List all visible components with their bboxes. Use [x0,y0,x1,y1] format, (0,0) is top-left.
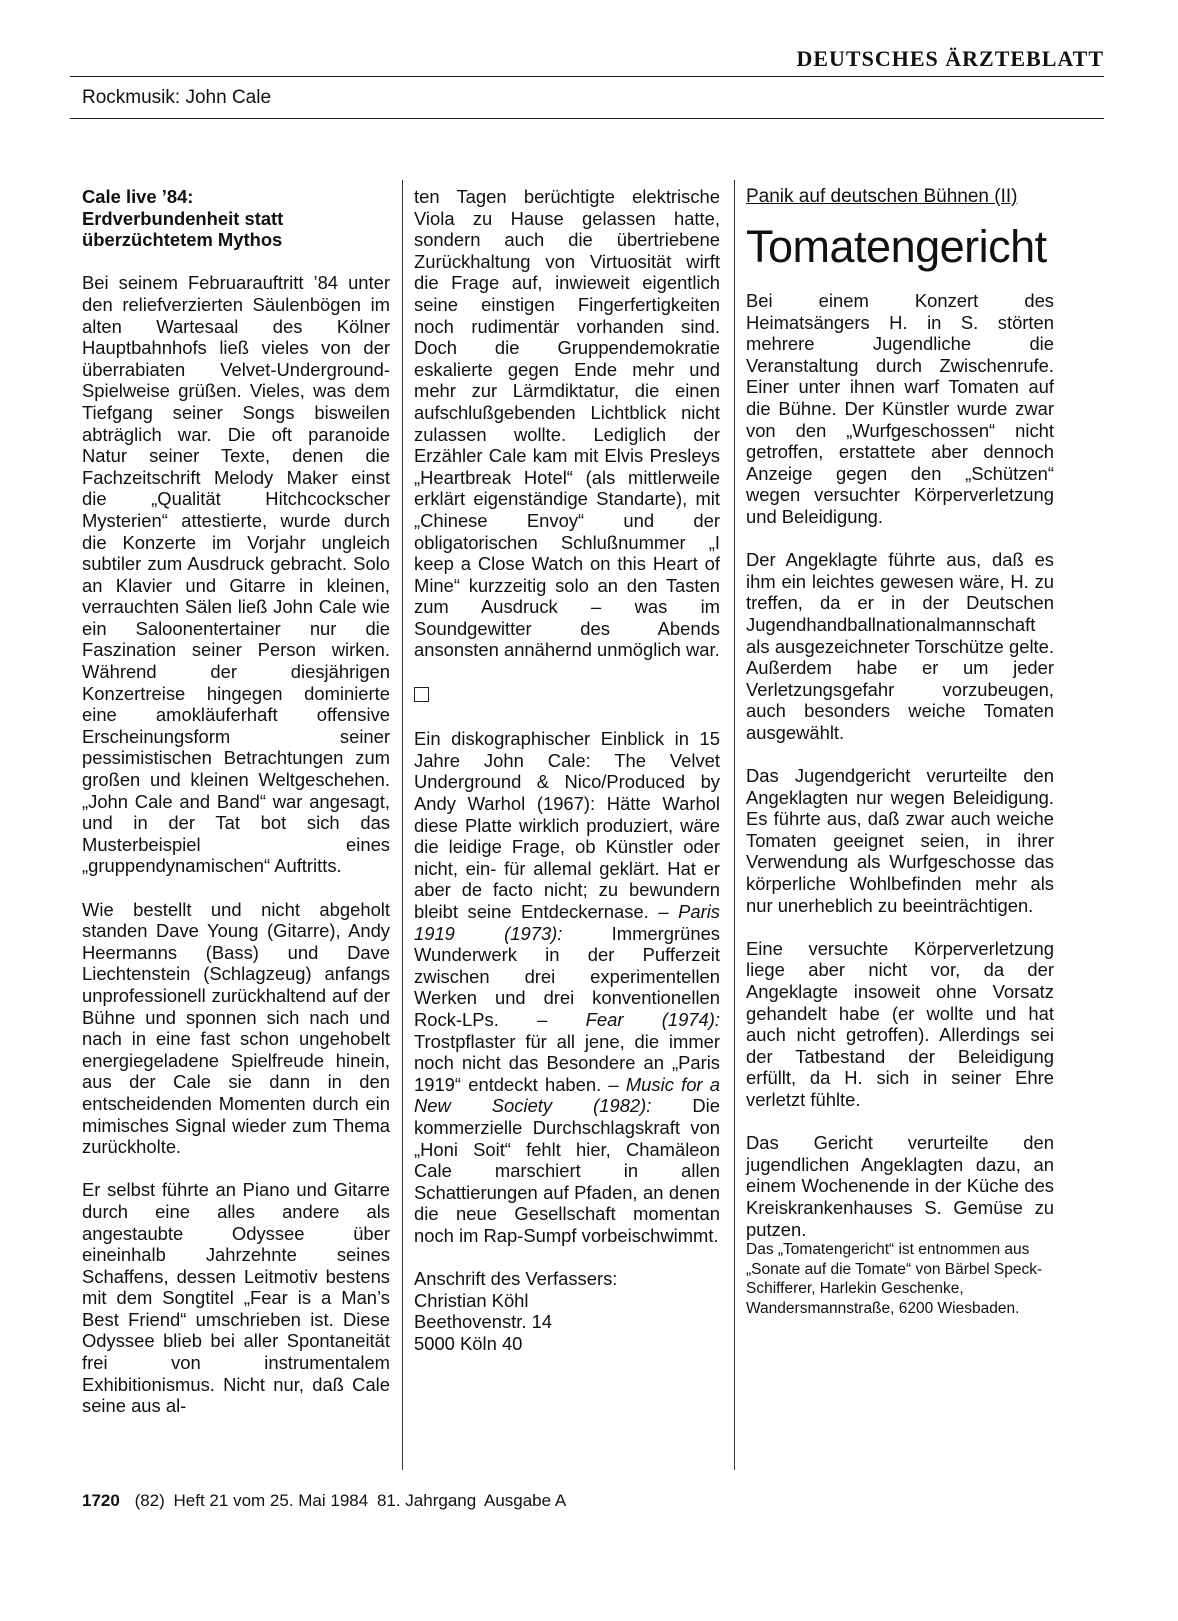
discography-text: Trostpflaster für all jene, die immer noch nicht das Besondere an „Paris 1919“ entdeckt haben. – [414,1030,720,1095]
address-city: 5000 Köln 40 [414,1332,523,1354]
page-number: 1720 [82,1491,120,1510]
section-rule [70,118,1104,119]
issue-info: Heft 21 vom 25. Mai 1984 [173,1491,369,1510]
album-title: Music for a New Society (1982): [414,1073,720,1117]
article-kicker: Panik auf deutschen Bühnen (II) [746,186,1018,207]
paragraph: Das Gericht verurteilte den jugendlichen Angeklagten dazu, an einem Wochenende in der Küche des Kreiskrankenhauses S. Gemüse zu putzen. [746,1132,1054,1240]
paragraph: Er selbst führte an Piano und Gitarre durch eine alles andere als angestaubte Odyssee über eineinhalb Jahrzehnte seines Schaffens, dessen Leitmotiv bestens mit dem Songtitel „Fear is a Man’s Best Friend“ umschrieben ist. Diese Odyssee blieb bei aller Spontaneität frei von instrumentalem Exhibitionismus. Nicht nur, daß Cale seine aus al- [82,1179,390,1417]
masthead: DEUTSCHES ÄRZTEBLATT [796,46,1104,71]
paragraph: Das Jugendgericht verurteilte den Angeklagten nur wegen Beleidigung. Es führte aus, daß zwar auch weiche Tomaten geeignet seien, in ihrer Verwendung als Wurfgeschosse das körperliche Wohlbefinden mehr als nur unerheblich zu beeinträchtigen. [746,765,1054,916]
album-title: Paris 1919 (1973): [414,901,720,944]
column-2 [414,186,720,1354]
issue-page: (82) [134,1491,165,1510]
volume-info: 81. Jahrgang [376,1491,477,1510]
author-address [414,1268,720,1354]
paragraph: Bei seinem Februarauftritt ’84 unter den reliefverzierten Säulenbögen im alten Wartesaal des Kölner Hauptbahnhofs ließ vieles von der überrabiaten Velvet-Underground-Spielweise grüßen. Vieles, was dem Tiefgang seiner Songs bisweilen abträglich war. Die oft paranoide Natur seiner Texte, denen die Fachzeitschrift Melody Maker einst die „Qualität Hitchcockscher Mysterien“ attestierte, wurde durch die Konzerte im Vorjahr ungleich subtiler zum Ausdruck gebracht. Solo an Klavier und Gitarre in kleinen, verrauchten Sälen ließ John Cale wie ein Saloonentertainer nur die Faszination seiner Person wirken. Während der diesjährigen Konzertreise hingegen dominierte eine amokläuferhaft offensive Erscheinungsform seiner pessimistischen Betrachtungen zum großen und kleinen Weltgeschehen. „John Cale and Band“ war angesagt, und in der Tat bot sich das Musterbeispiel eines „gruppendynamischen“ Auftritts. [82,272,390,877]
section-label: Rockmusik: John Cale [82,87,272,108]
author-name: Christian Köhl [414,1289,529,1311]
column-3 [746,186,1054,1318]
paragraph: Der Angeklagte führte aus, daß es ihm ein leichtes gewesen wäre, H. zu treffen, da er in der Deutschen Jugendhandballnationalmannschaft als ausgezeichneter Torschütze gelte. Außerdem habe er um jeder Verletzungsgefahr vorzubeugen, auch besonders weiche Tomaten ausgewählt. [746,549,1054,743]
article-headline: Tomatengericht [746,221,1047,272]
source-note: Das „Tomatengericht“ ist entnommen aus „Sonate auf die Tomate“ von Bärbel Speck-Schifferer, Harlekin Geschenke, Wandersmannstraße, 6200 Wiesbaden. [746,1241,1043,1317]
column-1 [82,186,390,1417]
address-label: Anschrift des Verfassers: [414,1268,618,1290]
edition-info: Ausgabe A [483,1491,567,1510]
discography-paragraph [414,728,720,1246]
paragraph: ten Tagen berüchtigte elektrische Viola zu Hause gelassen hatte, sondern auch die übertriebene Zurückhaltung von Virtuosität wirft die Frage auf, inwieweit eigentlich seine einstigen Fingerfertigkeiten noch rudimentär vorhanden sind. Doch die Gruppendemokratie eskalierte gegen Ende mehr und mehr zur Lärmdiktatur, die einen aufschlußgebenden Lichtblick nicht zulassen wollte. Lediglich der Erzähler Cale kam mit Elvis Presleys „Heartbreak Hotel“ (als mittlerweile erklärt eigenständige Standarte), mit „Chinese Envoy“ und der obligatorischen Schlußnummer „I keep a Close Watch on this Heart of Mine“ kurzzeitig solo an den Tasten zum Ausdruck – was im Soundgewitter des Abends ansonsten annähernd unmöglich war. [414,186,720,661]
address-street: Beethovenstr. 14 [414,1311,553,1333]
column-divider [402,180,403,1470]
subhead-line: Erdverbundenheit statt [82,207,284,229]
end-mark-icon [414,687,429,702]
subhead-line: überzüchtetem Mythos [82,229,283,251]
article-subhead [82,186,390,251]
album-title: Fear (1974): [585,1008,720,1030]
page-footer [82,1491,570,1511]
masthead-rule [70,76,1104,77]
discography-text: Die kommerzielle Durchschlagskraft von „Honi Soit“ fehlt hier, Chamäleon Cale marschiert in allen Schattierungen auf Pfaden, an denen die neue Gesellschaft momentan noch im Rap-Sumpf vorbeischwimmt. [414,1095,720,1246]
discography-text: Ein diskographischer Einblick in 15 Jahre John Cale: The Velvet Underground & Nico/Produced by Andy Warhol (1967): Hätte Warhol diese Platte wirklich produziert, wäre die leidige Frage, ob Künstler oder nicht, ein- für allemal geklärt. Hat er aber de facto nicht; zu bewundern bleibt seine Entdeckernase. – [414,728,720,922]
discography-text: Immergrünes Wunderwerk in der Pufferzeit zwischen drei experimentellen Werken und drei konventionellen Rock-LPs. – [414,922,720,1030]
paragraph: Eine versuchte Körperverletzung liege aber nicht vor, da der Angeklagte insoweit ohne Vorsatz gehandelt habe (er wollte und hat auch nicht getroffen). Allerdings sei der Tatbestand der Beleidigung erfüllt, da H. sich in seiner Ehre verletzt fühlte. [746,937,1054,1110]
column-divider [734,180,735,1470]
paragraph: Bei einem Konzert des Heimatsängers H. in S. störten mehrere Jugendliche die Veranstaltung durch Zwischenrufe. Einer unter ihnen warf Tomaten auf die Bühne. Der Künstler wurde zwar von den „Wurfgeschossen“ nicht getroffen, erstattete aber dennoch Anzeige gegen den „Schützen“ wegen versuchter Körperverletzung und Beleidigung. [746,290,1054,527]
subhead-line: Cale live ’84: [82,186,194,207]
paragraph: Wie bestellt und nicht abgeholt standen Dave Young (Gitarre), Andy Heermanns (Bass) und Dave Liechtenstein (Schlagzeug) anfangs unprofessionell zurückhaltend auf der Bühne und sponnen sich nach und nach in eine fast schon ungehobelt energiegeladene Spielfreude hinein, aus der Cale sie dann in den entscheidenden Momenten durch ein mimisches Signal wieder zum Thema zurückholte. [82,898,390,1158]
